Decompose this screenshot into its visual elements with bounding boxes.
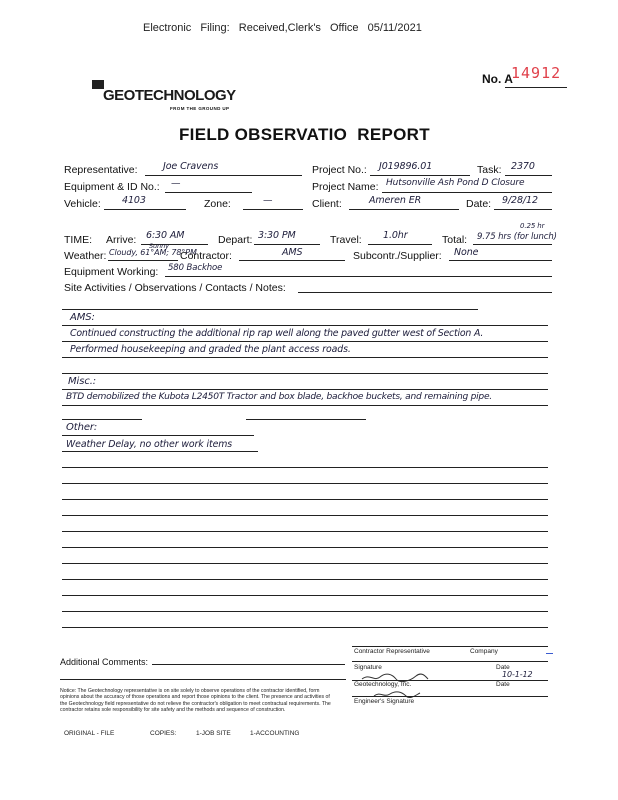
task-value: 2370 [511, 161, 535, 172]
arrive-value: 6:30 AM [146, 230, 185, 241]
depart-value: 3:30 PM [258, 230, 296, 241]
signature-label: Signature [354, 664, 382, 671]
geotech-company-label: Geotechnology, Inc. [354, 681, 412, 688]
arrive-label: Arrive: [106, 234, 137, 246]
equipment-working-label: Equipment Working: [64, 266, 159, 278]
blue-mark-icon [546, 653, 553, 654]
report-number-prefix: No. A [482, 72, 513, 86]
notice-text: Notice: The Geotechnology representative is on site solely to observe operations of the contractor identified, form opinions about the accuracy of those operations and report those opinions to the client. The presence and activities of the Geotechnology field representative do not relieve the contractor's obligation to meet contractual requirements. The contractor retains sole responsibility for site safety and the methods and sequence of construction. [60, 688, 331, 713]
weather-label: Weather: [64, 250, 107, 262]
equipment-id-label: Equipment & ID No.: [64, 181, 160, 193]
weather-note: Sunny [149, 242, 169, 250]
client-value: Ameren ER [369, 195, 422, 206]
total-label: Total: [442, 234, 468, 246]
company-label: Company [470, 648, 498, 655]
note-line: BTD demobilized the Kubota L2450T Tractor and box blade, backhoe buckets, and remaining pipe. [66, 392, 492, 402]
representative-value: Joe Cravens [163, 161, 219, 172]
total-value: 9.75 hrs (for lunch) [477, 232, 557, 242]
date-label-sig: Date [496, 664, 510, 671]
subcontractor-label: Subcontr./Supplier: [353, 250, 442, 262]
contractor-label: Contractor: [180, 250, 232, 262]
additional-comments-label: Additional Comments: [60, 657, 149, 667]
report-title: FIELD OBSERVATIO REPORT [179, 125, 430, 144]
client-label: Client: [312, 198, 342, 210]
project-name-value: Hutsonville Ash Pond D Closure [386, 178, 525, 188]
travel-value: 1.0hr [383, 230, 408, 241]
task-label: Task: [477, 164, 502, 176]
report-number: 14912 [511, 64, 562, 82]
note-line: Performed housekeeping and graded the plant access roads. [70, 344, 351, 355]
note-line: Weather Delay, no other work items [66, 439, 233, 450]
distribution-original: ORIGINAL - FILE [64, 730, 115, 737]
project-name-label: Project Name: [312, 181, 379, 193]
signature-date-value: 10-1-12 [502, 670, 533, 679]
vehicle-value: 4103 [122, 195, 146, 206]
contractor-value: AMS [282, 247, 303, 258]
note-ams-heading: AMS: [70, 312, 95, 323]
equipment-working-value: 580 Backhoe [168, 263, 223, 273]
distribution-job-site: 1-JOB SITE [196, 730, 231, 737]
distribution-accounting: 1-ACCOUNTING [250, 730, 300, 737]
travel-label: Travel: [330, 234, 362, 246]
time-label: TIME: [64, 234, 92, 246]
subcontractor-value: None [454, 247, 479, 258]
filing-stamp: Electronic Filing: Received,Clerk's Office 05/11/2021 [143, 22, 422, 34]
note-line: Continued constructing the additional rip rap well along the paved gutter west of Section A. [70, 328, 484, 339]
distribution-copies: COPIES: [150, 730, 177, 737]
note-misc-heading: Misc.: [68, 376, 97, 387]
contractor-rep-label: Contractor Representative [354, 648, 430, 655]
logo-tagline: FROM THE GROUND UP [170, 106, 230, 111]
date-label-engineer: Date [496, 681, 510, 688]
date-value: 9/28/12 [502, 195, 538, 206]
date-label: Date: [466, 198, 492, 210]
weather-value: Cloudy, 61°AM; 78°PM [109, 248, 197, 257]
project-no-value: J019896.01 [379, 161, 433, 172]
zone-value: — [263, 195, 273, 206]
total-note: 0.25 hr [520, 222, 545, 230]
representative-label: Representative: [64, 164, 138, 176]
project-no-label: Project No.: [312, 164, 367, 176]
site-activities-label: Site Activities / Observations / Contacts / Notes: [64, 282, 286, 294]
engineer-signature-label: Engineer's Signature [354, 698, 415, 705]
zone-label: Zone: [204, 198, 231, 210]
company-logo: GEOTECHNOLOGY [103, 87, 236, 104]
depart-label: Depart: [218, 234, 253, 246]
equipment-id-value: — [171, 178, 181, 189]
note-other-heading: Other: [66, 422, 98, 433]
vehicle-label: Vehicle: [64, 198, 101, 210]
